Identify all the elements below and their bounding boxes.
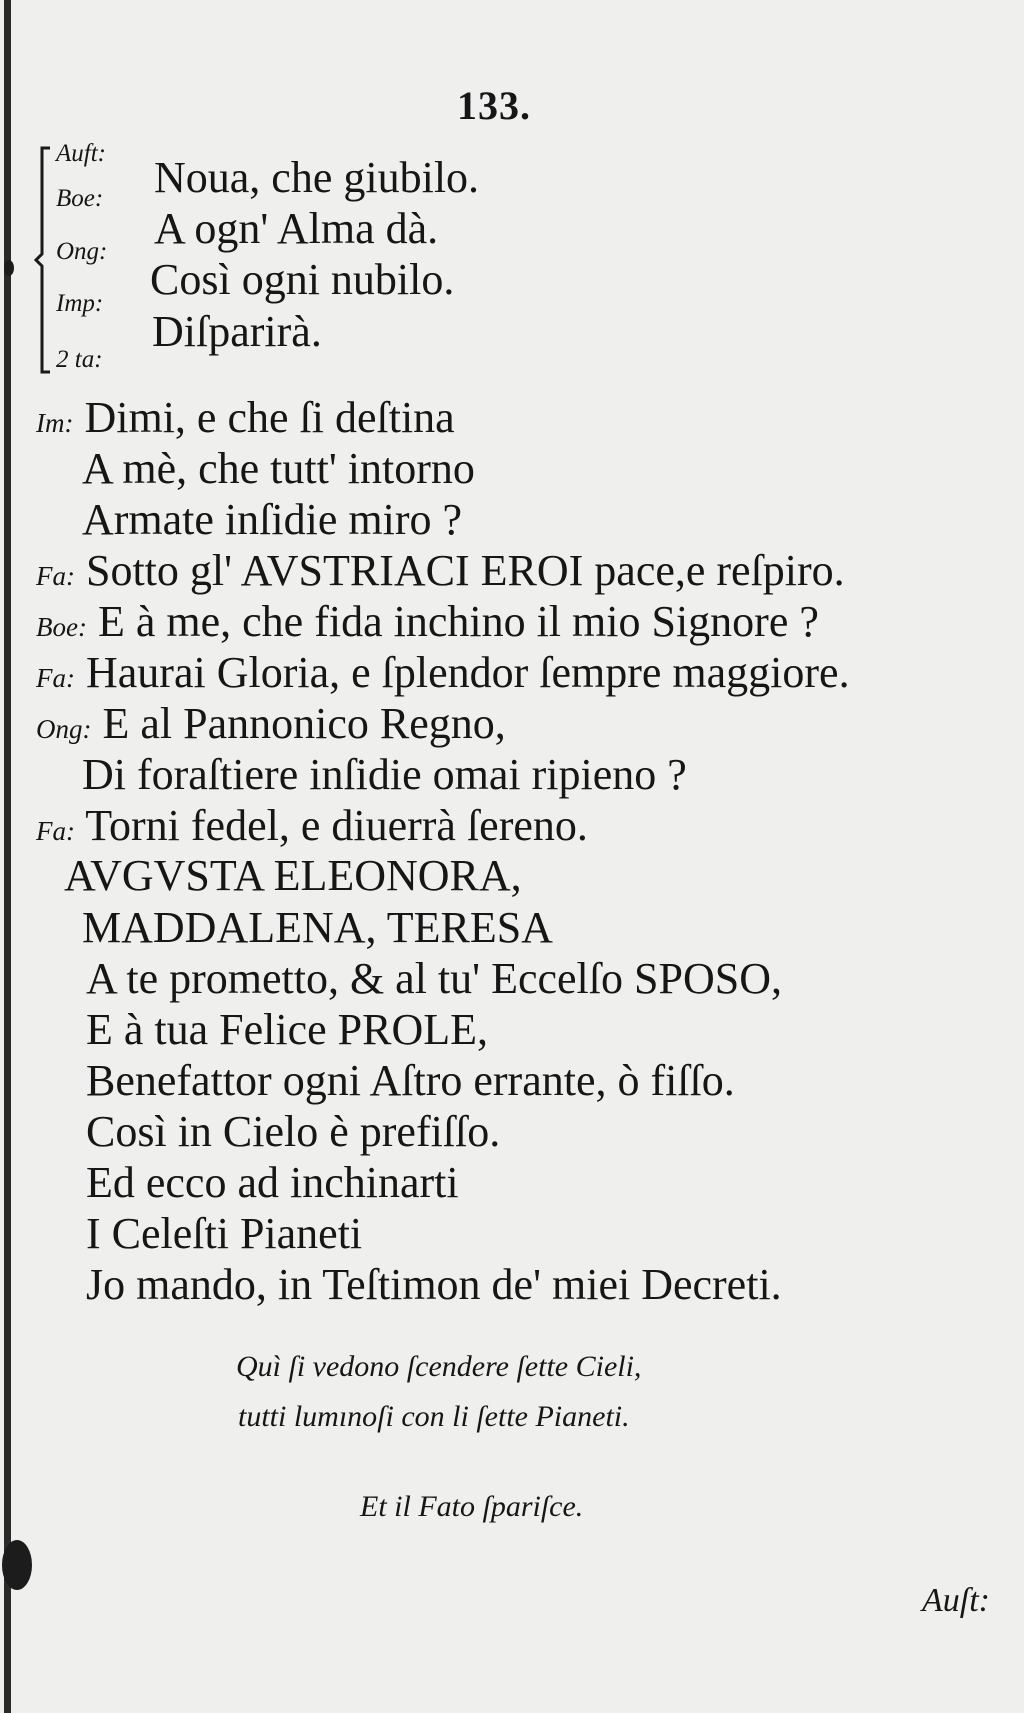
dialogue-line bbox=[82, 443, 475, 494]
speaker-label: Fa: bbox=[36, 561, 75, 591]
page-number: 133. bbox=[457, 83, 531, 128]
chorus-speaker: Auft: bbox=[56, 140, 106, 167]
chorus-brace bbox=[34, 146, 54, 374]
speaker-label: Boe: bbox=[36, 612, 87, 642]
line-text: E à me, che fida inchino il mio Signore ? bbox=[97, 597, 819, 646]
chorus-line: Così ogni nubilo. bbox=[150, 255, 455, 304]
chorus-line: Diſparirà. bbox=[152, 307, 322, 356]
ink-speck bbox=[4, 260, 14, 276]
ink-speck bbox=[2, 1540, 32, 1590]
stage-direction: tutti lumınoſi con li ſette Pianeti. bbox=[238, 1400, 630, 1433]
verse-line: Ed ecco ad inchinarti bbox=[86, 1158, 459, 1207]
stage-direction: Et il Fato ſpariſce. bbox=[360, 1490, 584, 1523]
dialogue-line bbox=[36, 596, 819, 647]
dialogue-line bbox=[36, 800, 588, 851]
line-text: A mè, che tutt' intorno bbox=[82, 444, 475, 493]
chorus-speaker: Imp: bbox=[56, 290, 104, 317]
line-text: Dimi, e che ſi deſtina bbox=[84, 393, 455, 442]
speaker-label: Fa: bbox=[36, 816, 75, 846]
dialogue-line bbox=[82, 494, 462, 545]
binding-edge bbox=[4, 0, 11, 1713]
chorus-speaker: 2 ta: bbox=[56, 346, 103, 373]
verse-line: Così in Cielo è prefiſſo. bbox=[86, 1107, 501, 1156]
line-text: Haurai Gloria, e ſplendor ſempre maggiore. bbox=[85, 648, 850, 697]
dialogue-line bbox=[36, 647, 850, 698]
dialogue-line bbox=[36, 392, 455, 443]
line-text: Torni fedel, e diuerrà ſereno. bbox=[85, 801, 588, 850]
dialogue-line bbox=[36, 545, 845, 596]
catchword: Auſt: bbox=[922, 1582, 990, 1619]
line-text: E al Pannonico Regno, bbox=[102, 699, 506, 748]
chorus-line: Noua, che giubilo. bbox=[154, 153, 480, 202]
speaker-label: Im: bbox=[36, 408, 74, 438]
verse-line: AVGVSTA ELEONORA, bbox=[64, 851, 522, 900]
verse-line: Benefattor ogni Aſtro errante, ò fiſſo. bbox=[86, 1056, 735, 1105]
line-text: Di foraſtiere inſidie omai ripieno ? bbox=[82, 750, 687, 799]
speaker-label: Fa: bbox=[36, 663, 75, 693]
line-text: Armate inſidie miro ? bbox=[82, 495, 462, 544]
verse-line: A te prometto, & al tu' Eccelſo SPOSO, bbox=[86, 954, 782, 1003]
chorus-speaker: Boe: bbox=[56, 185, 104, 212]
chorus-line: A ogn' Alma dà. bbox=[154, 204, 439, 253]
verse-line: Jo mando, in Teſtimon de' miei Decreti. bbox=[86, 1260, 782, 1309]
stage-direction: Quì ſi vedono ſcendere ſette Cieli, bbox=[236, 1350, 642, 1383]
dialogue-line bbox=[82, 749, 687, 800]
line-text: Sotto gl' AVSTRIACI EROI pace,e reſpiro. bbox=[85, 546, 845, 595]
chorus-speaker: Ong: bbox=[56, 238, 108, 265]
dialogue-line bbox=[36, 698, 506, 749]
speaker-label: Ong: bbox=[36, 714, 92, 744]
verse-line: I Celeſti Pianeti bbox=[86, 1209, 363, 1258]
verse-line: E à tua Felice PROLE, bbox=[86, 1005, 489, 1054]
verse-line: MADDALENA, TERESA bbox=[82, 903, 553, 952]
